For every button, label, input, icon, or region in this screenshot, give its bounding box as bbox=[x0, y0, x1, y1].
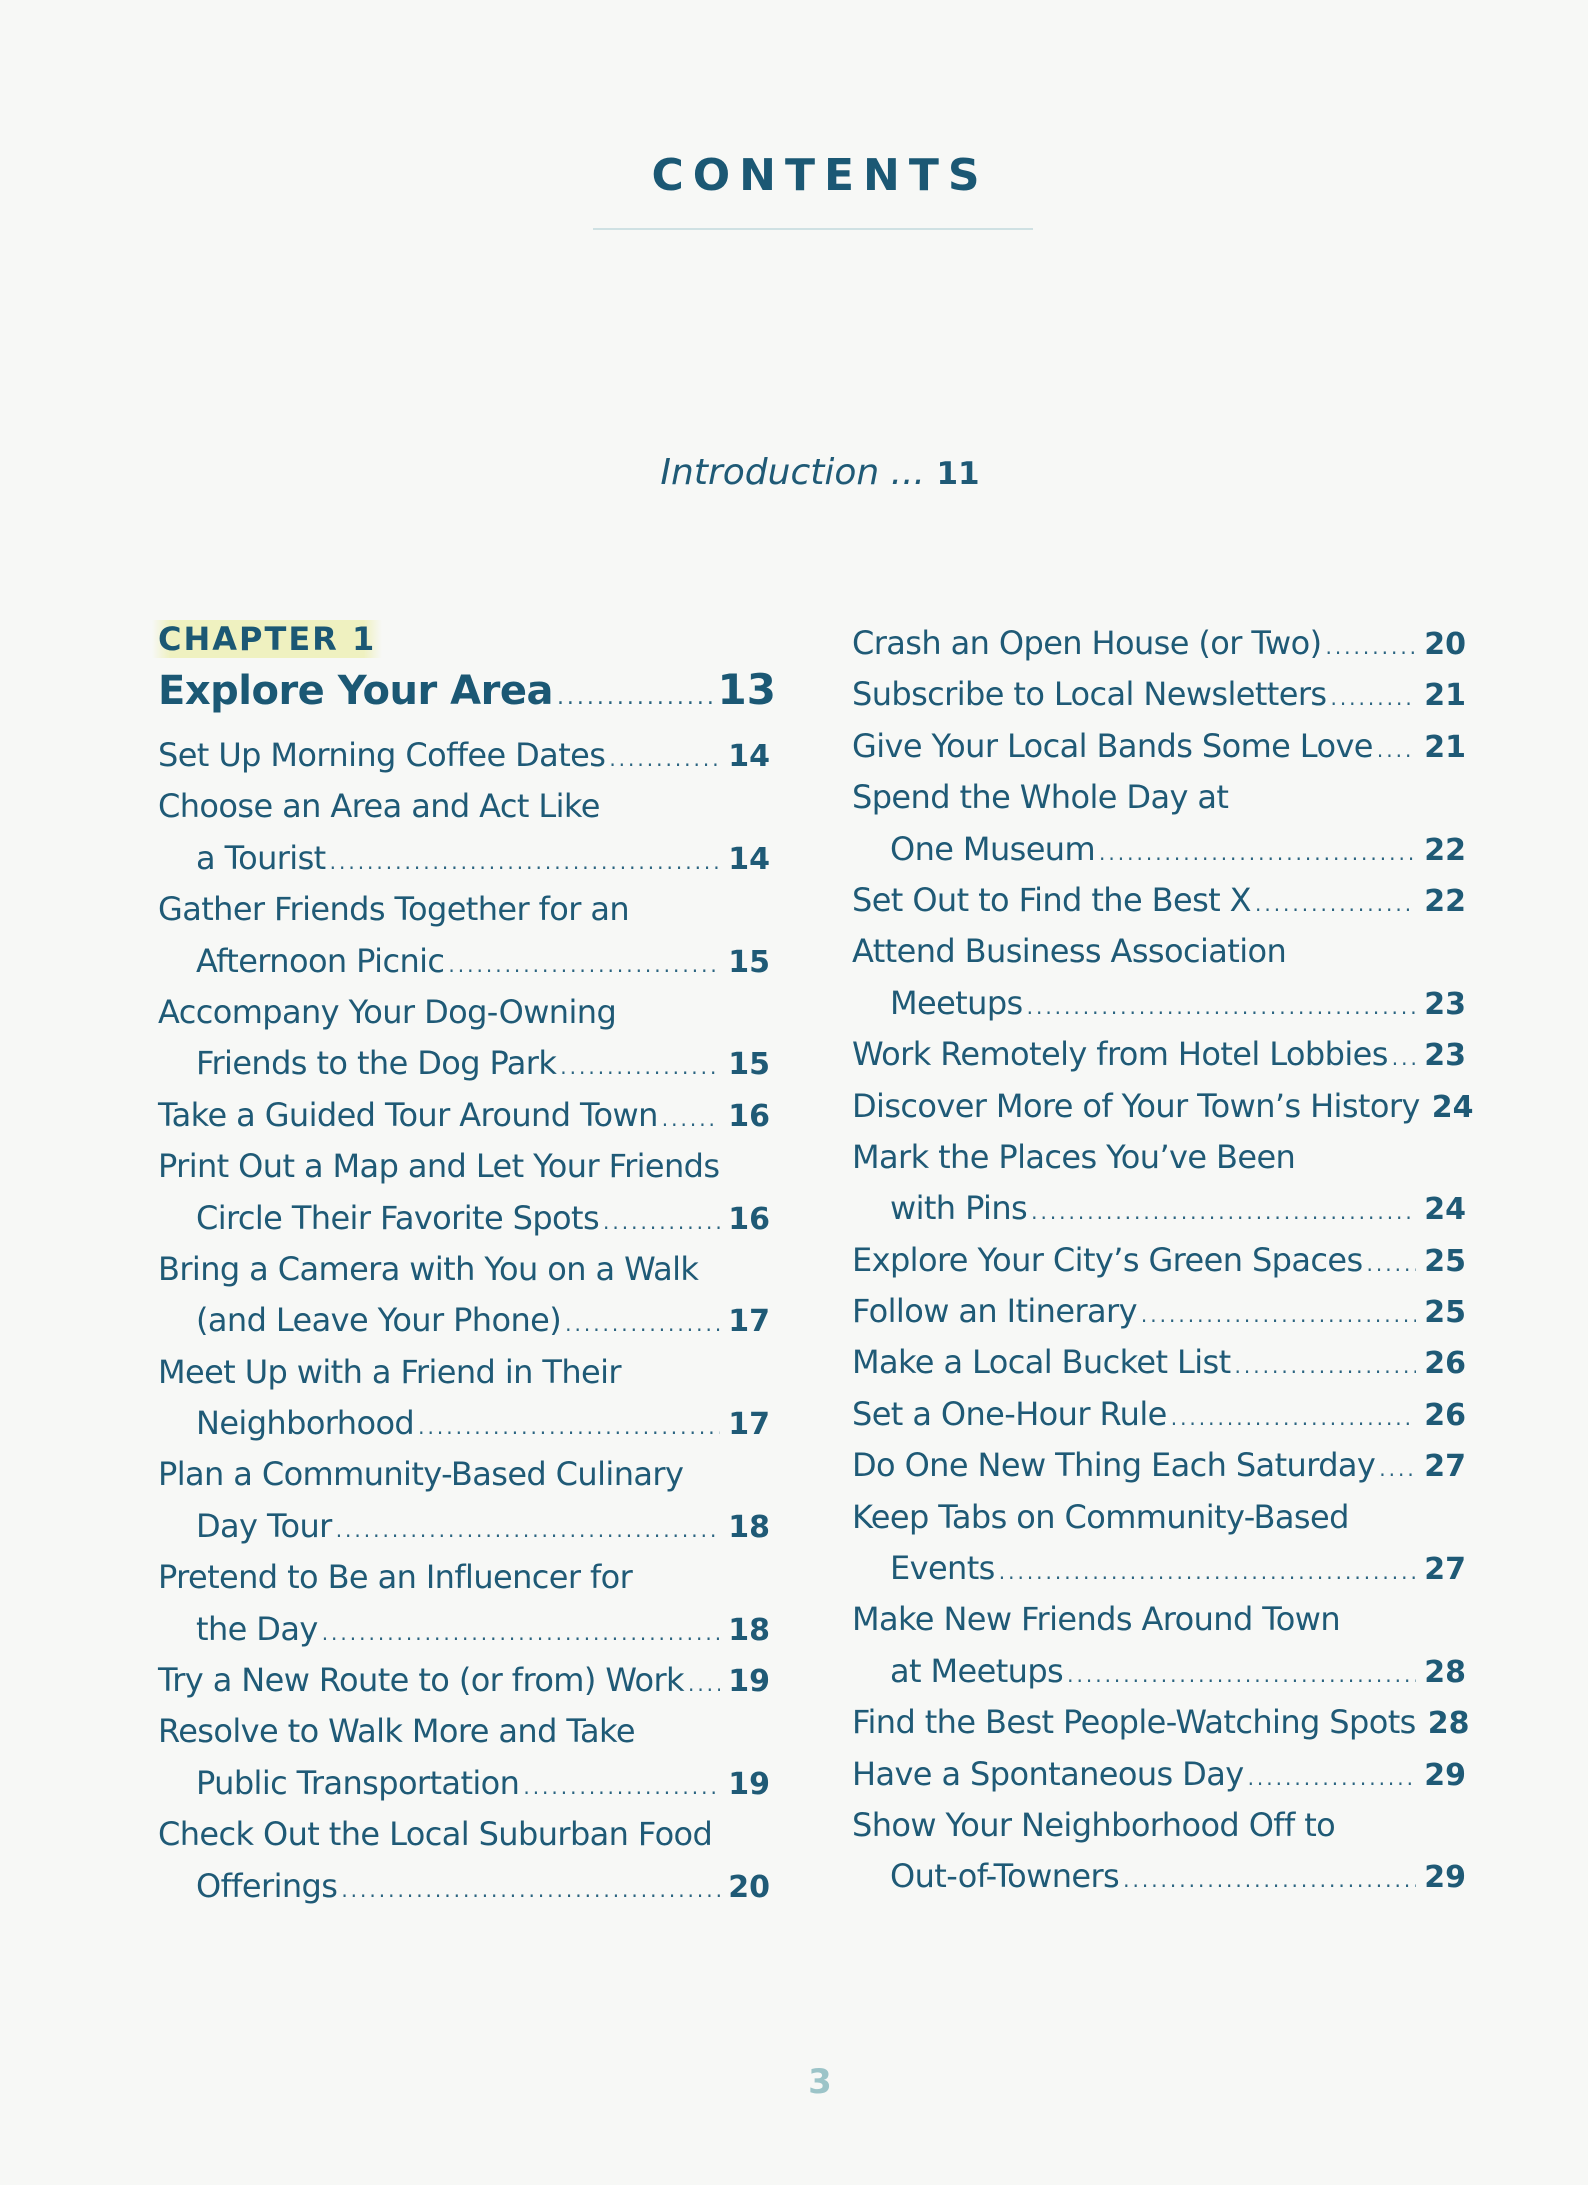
chapter-heading[interactable] bbox=[158, 665, 776, 714]
toc-entry-title: Offerings bbox=[196, 1866, 338, 1905]
toc-entry-page: 24 bbox=[1424, 1192, 1466, 1228]
toc-entry-page: 27 bbox=[1424, 1552, 1466, 1588]
toc-entry-title: Friends to the Dog Park bbox=[196, 1044, 557, 1083]
toc-entry-page: 26 bbox=[1424, 1397, 1466, 1433]
page-title: CONTENTS bbox=[651, 150, 989, 201]
toc-entry-line bbox=[158, 1141, 770, 1192]
toc-entry-title: Circle Their Favorite Spots bbox=[196, 1198, 600, 1237]
chapter-title: Explore Your Area bbox=[158, 668, 553, 714]
toc-entry[interactable] bbox=[158, 1552, 770, 1655]
toc-entry-line bbox=[158, 1193, 770, 1244]
toc-entry-line bbox=[158, 1604, 770, 1655]
toc-entry-page: 28 bbox=[1427, 1706, 1470, 1742]
toc-entry[interactable] bbox=[852, 1492, 1466, 1595]
toc-entry-page: 15 bbox=[728, 1047, 770, 1083]
toc-entry-page: 27 bbox=[1424, 1449, 1466, 1485]
toc-entry-title: Make a Local Bucket List bbox=[852, 1343, 1231, 1382]
toc-entry-page: 29 bbox=[1424, 1757, 1466, 1793]
toc-entry-page: 23 bbox=[1424, 1038, 1466, 1074]
toc-entry-title: Mark the Places You’ve Been bbox=[852, 1137, 1296, 1176]
toc-entry-line bbox=[852, 1594, 1466, 1645]
toc-entry[interactable] bbox=[158, 730, 770, 781]
toc-entry[interactable] bbox=[852, 1029, 1466, 1080]
toc-entry-line bbox=[852, 1697, 1470, 1748]
toc-entry-line bbox=[158, 1449, 770, 1500]
toc-entry[interactable] bbox=[852, 1594, 1466, 1697]
dot-leader bbox=[341, 1865, 720, 1916]
toc-entry-title: Events bbox=[890, 1549, 995, 1588]
toc-entry-title: One Museum bbox=[890, 829, 1096, 868]
toc-entry-line bbox=[158, 833, 770, 884]
toc-entry-line bbox=[158, 936, 770, 987]
toc-entry[interactable] bbox=[852, 1132, 1466, 1235]
toc-entry[interactable] bbox=[852, 1235, 1466, 1286]
dot-leader bbox=[1123, 1855, 1416, 1906]
chapter-page: 13 bbox=[717, 665, 776, 714]
dot-leader bbox=[688, 1659, 720, 1710]
page-number: 3 bbox=[808, 2062, 832, 2102]
toc-entry[interactable] bbox=[852, 772, 1466, 875]
dot-leader bbox=[1099, 828, 1416, 879]
left-column bbox=[158, 730, 770, 1912]
dot-leader bbox=[418, 1402, 720, 1453]
dot-leader bbox=[1325, 622, 1416, 673]
toc-entry-title: Pretend to Be an Influencer for bbox=[158, 1558, 633, 1597]
toc-entry[interactable] bbox=[852, 1389, 1466, 1440]
toc-entry-line bbox=[852, 1492, 1466, 1543]
toc-entry-line bbox=[158, 781, 770, 832]
dot-leader bbox=[1330, 673, 1416, 724]
toc-entry-line bbox=[852, 1749, 1466, 1800]
toc-entry-title: Explore Your City’s Green Spaces bbox=[852, 1240, 1363, 1279]
toc-entry-title: Choose an Area and Act Like bbox=[158, 787, 600, 826]
toc-entry-line bbox=[852, 875, 1466, 926]
toc-entry-line bbox=[158, 1090, 770, 1141]
toc-entry[interactable] bbox=[852, 618, 1466, 669]
toc-entry-line bbox=[158, 884, 770, 935]
toc-entry-title: Plan a Community-Based Culinary bbox=[158, 1455, 684, 1494]
toc-entry-title: Do One New Thing Each Saturday bbox=[852, 1446, 1376, 1485]
toc-entry-title: Crash an Open House (or Two) bbox=[852, 624, 1322, 662]
toc-entry-page: 20 bbox=[1424, 627, 1466, 662]
introduction-label: Introduction ... bbox=[660, 452, 925, 493]
dot-leader bbox=[565, 1299, 720, 1350]
toc-entry-title: Bring a Camera with You on a Walk bbox=[158, 1249, 699, 1288]
toc-entry-page: 23 bbox=[1424, 986, 1466, 1022]
toc-entry-line bbox=[158, 1038, 770, 1089]
toc-entry[interactable] bbox=[158, 781, 770, 884]
dot-leader bbox=[1255, 879, 1416, 930]
chapter-label: CHAPTER 1 bbox=[152, 620, 382, 658]
toc-entry[interactable] bbox=[852, 669, 1466, 720]
toc-entry[interactable] bbox=[852, 875, 1466, 926]
toc-entry-line bbox=[852, 618, 1466, 669]
toc-entry-line bbox=[158, 1552, 770, 1603]
toc-entry-page: 18 bbox=[728, 1612, 770, 1648]
toc-entry-line bbox=[852, 721, 1466, 772]
toc-entry-line bbox=[158, 1861, 770, 1912]
toc-entry[interactable] bbox=[852, 1286, 1466, 1337]
toc-entry-line bbox=[852, 1183, 1466, 1234]
toc-entry-line bbox=[852, 824, 1466, 875]
toc-entry-page: 14 bbox=[728, 739, 770, 774]
toc-entry-line bbox=[158, 730, 770, 781]
toc-entry-line bbox=[852, 1286, 1466, 1337]
dot-leader bbox=[448, 940, 720, 991]
toc-entry-page: 16 bbox=[728, 1098, 770, 1134]
toc-entry-title: Print Out a Map and Let Your Friends bbox=[158, 1147, 720, 1186]
toc-entry-title: Meetups bbox=[890, 983, 1023, 1022]
toc-entry-page: 25 bbox=[1424, 1295, 1466, 1331]
title-rule bbox=[593, 228, 1033, 230]
toc-entry-title: Give Your Local Bands Some Love bbox=[852, 726, 1373, 765]
toc-entry-page: 21 bbox=[1424, 729, 1466, 765]
toc-entry-page: 20 bbox=[728, 1869, 770, 1905]
toc-entry-line bbox=[852, 1543, 1466, 1594]
toc-entry-title: Meet Up with a Friend in Their bbox=[158, 1352, 621, 1391]
dot-leader bbox=[662, 1094, 720, 1145]
dot-leader bbox=[1235, 1341, 1417, 1392]
toc-entry-line bbox=[852, 1235, 1466, 1286]
toc-entry[interactable] bbox=[158, 1090, 770, 1141]
dot-leader bbox=[1171, 1393, 1417, 1444]
toc-entry[interactable] bbox=[158, 1449, 770, 1552]
toc-entry-line bbox=[158, 1347, 770, 1398]
toc-entry-title: Make New Friends Around Town bbox=[852, 1600, 1340, 1639]
toc-entry-page: 29 bbox=[1424, 1860, 1466, 1896]
dot-leader bbox=[999, 1547, 1417, 1598]
toc-entry-page: 19 bbox=[728, 1664, 770, 1700]
toc-entry-line bbox=[158, 987, 770, 1038]
toc-entry[interactable] bbox=[158, 1706, 770, 1809]
toc-entry-title: Show Your Neighborhood Off to bbox=[852, 1805, 1336, 1844]
toc-entry-line bbox=[158, 1501, 770, 1552]
toc-entry-page: 24 bbox=[1431, 1089, 1474, 1125]
toc-entry-line bbox=[158, 1809, 770, 1860]
toc-entry-line bbox=[852, 1646, 1466, 1697]
toc-entry-line bbox=[852, 1851, 1466, 1902]
toc-entry[interactable] bbox=[852, 1337, 1466, 1388]
toc-entry[interactable] bbox=[158, 1141, 770, 1244]
toc-entry-line bbox=[852, 1081, 1474, 1132]
toc-entry-title: Afternoon Picnic bbox=[196, 941, 445, 980]
dot-leader bbox=[1377, 725, 1416, 776]
dot-leader bbox=[557, 685, 714, 710]
toc-entry[interactable] bbox=[852, 1749, 1466, 1800]
toc-entry-title: Keep Tabs on Community-Based bbox=[852, 1497, 1349, 1536]
dot-leader bbox=[1027, 982, 1417, 1033]
toc-entry-title: the Day bbox=[196, 1609, 318, 1648]
toc-entry-title: Have a Spontaneous Day bbox=[852, 1754, 1244, 1793]
toc-entry-page: 22 bbox=[1424, 883, 1466, 919]
toc-entry[interactable] bbox=[852, 1081, 1474, 1132]
introduction-page: 11 bbox=[936, 456, 980, 492]
toc-entry-title: Check Out the Local Suburban Food bbox=[158, 1815, 713, 1854]
toc-entry[interactable] bbox=[158, 987, 770, 1090]
dot-leader bbox=[560, 1042, 720, 1093]
toc-entry[interactable] bbox=[158, 1809, 770, 1912]
toc-entry-page: 18 bbox=[728, 1509, 770, 1545]
toc-entry-title: at Meetups bbox=[890, 1651, 1064, 1690]
toc-entry-title: Take a Guided Tour Around Town bbox=[158, 1095, 658, 1134]
toc-entry-line bbox=[158, 1244, 770, 1295]
introduction-entry[interactable] bbox=[0, 452, 1588, 493]
toc-entry[interactable] bbox=[852, 721, 1466, 772]
toc-entry-line bbox=[852, 1440, 1466, 1491]
toc-entry-title: Accompany Your Dog-Owning bbox=[158, 992, 617, 1031]
dot-leader bbox=[1379, 1444, 1416, 1495]
toc-entry-title: Resolve to Walk More and Take bbox=[158, 1712, 635, 1751]
toc-entry-line bbox=[158, 1398, 770, 1449]
toc-entry-line bbox=[852, 1389, 1466, 1440]
toc-entry-title: Try a New Route to (or from) Work bbox=[158, 1661, 684, 1700]
toc-entry-page: 21 bbox=[1424, 678, 1466, 714]
toc-entry-line bbox=[158, 1295, 770, 1346]
toc-entry-page: 26 bbox=[1424, 1346, 1466, 1382]
toc-entry-line bbox=[852, 978, 1466, 1029]
toc-entry-page: 15 bbox=[728, 944, 770, 980]
toc-entry-title: Follow an Itinerary bbox=[852, 1292, 1137, 1331]
right-column bbox=[852, 618, 1474, 1903]
toc-entry[interactable] bbox=[852, 1697, 1470, 1748]
toc-entry-page: 19 bbox=[728, 1766, 770, 1802]
dot-leader bbox=[523, 1762, 720, 1813]
toc-entry[interactable] bbox=[852, 926, 1466, 1029]
dot-leader bbox=[336, 1505, 721, 1556]
toc-entry-page: 14 bbox=[728, 841, 770, 877]
toc-entry-page: 25 bbox=[1424, 1243, 1466, 1279]
toc-entry-title: Discover More of Your Town’s History bbox=[852, 1086, 1420, 1125]
toc-entry-page: 28 bbox=[1424, 1654, 1466, 1690]
toc-entry[interactable] bbox=[158, 884, 770, 987]
toc-entry-title: Set Up Morning Coffee Dates bbox=[158, 736, 606, 774]
toc-entry-title: Subscribe to Local Newsletters bbox=[852, 675, 1327, 714]
toc-entry-line bbox=[158, 1706, 770, 1757]
toc-entry-line bbox=[852, 1029, 1466, 1080]
toc-entry[interactable] bbox=[158, 1347, 770, 1450]
toc-entry-line bbox=[852, 1337, 1466, 1388]
toc-entry[interactable] bbox=[158, 1655, 770, 1706]
dot-leader bbox=[603, 1197, 720, 1248]
toc-entry-title: a Tourist bbox=[196, 838, 326, 877]
toc-entry-line bbox=[852, 772, 1466, 823]
dot-leader bbox=[1067, 1650, 1416, 1701]
toc-entry-title: Work Remotely from Hotel Lobbies bbox=[852, 1035, 1388, 1074]
toc-entry-page: 17 bbox=[728, 1304, 770, 1340]
toc-entry-line bbox=[158, 1655, 770, 1706]
toc-entry[interactable] bbox=[852, 1800, 1466, 1903]
toc-entry-line bbox=[852, 1800, 1466, 1851]
dot-leader bbox=[322, 1608, 721, 1659]
toc-entry-title: Day Tour bbox=[196, 1506, 332, 1545]
toc-entry-line bbox=[852, 1132, 1466, 1183]
dot-leader bbox=[1141, 1290, 1416, 1341]
toc-entry-title: Out-of-Towners bbox=[890, 1857, 1120, 1896]
toc-entry-title: with Pins bbox=[890, 1189, 1028, 1228]
dot-leader bbox=[1248, 1753, 1417, 1804]
toc-entry-title: Public Transportation bbox=[196, 1763, 520, 1802]
toc-entry-page: 17 bbox=[728, 1407, 770, 1443]
toc-entry-title: Find the Best People-Watching Spots bbox=[852, 1703, 1416, 1742]
dot-leader bbox=[330, 837, 721, 888]
toc-entry-title: Set a One-Hour Rule bbox=[852, 1394, 1167, 1433]
dot-leader bbox=[1031, 1187, 1416, 1238]
dot-leader bbox=[1367, 1239, 1417, 1290]
toc-entry-line bbox=[852, 669, 1466, 720]
dot-leader bbox=[609, 734, 720, 785]
toc-entry-title: Set Out to Find the Best X bbox=[852, 880, 1251, 919]
toc-entry-title: Gather Friends Together for an bbox=[158, 890, 630, 929]
toc-entry[interactable] bbox=[158, 1244, 770, 1347]
toc-entry-line bbox=[852, 926, 1466, 977]
dot-leader bbox=[1392, 1033, 1416, 1084]
toc-entry-page: 22 bbox=[1424, 832, 1466, 868]
toc-entry-title: Neighborhood bbox=[196, 1404, 415, 1443]
toc-entry[interactable] bbox=[852, 1440, 1466, 1491]
toc-entry-title: Attend Business Association bbox=[852, 932, 1287, 971]
toc-entry-line bbox=[158, 1758, 770, 1809]
toc-entry-title: (and Leave Your Phone) bbox=[196, 1301, 562, 1340]
toc-entry-title: Spend the Whole Day at bbox=[852, 778, 1229, 817]
toc-entry-page: 16 bbox=[728, 1201, 770, 1237]
